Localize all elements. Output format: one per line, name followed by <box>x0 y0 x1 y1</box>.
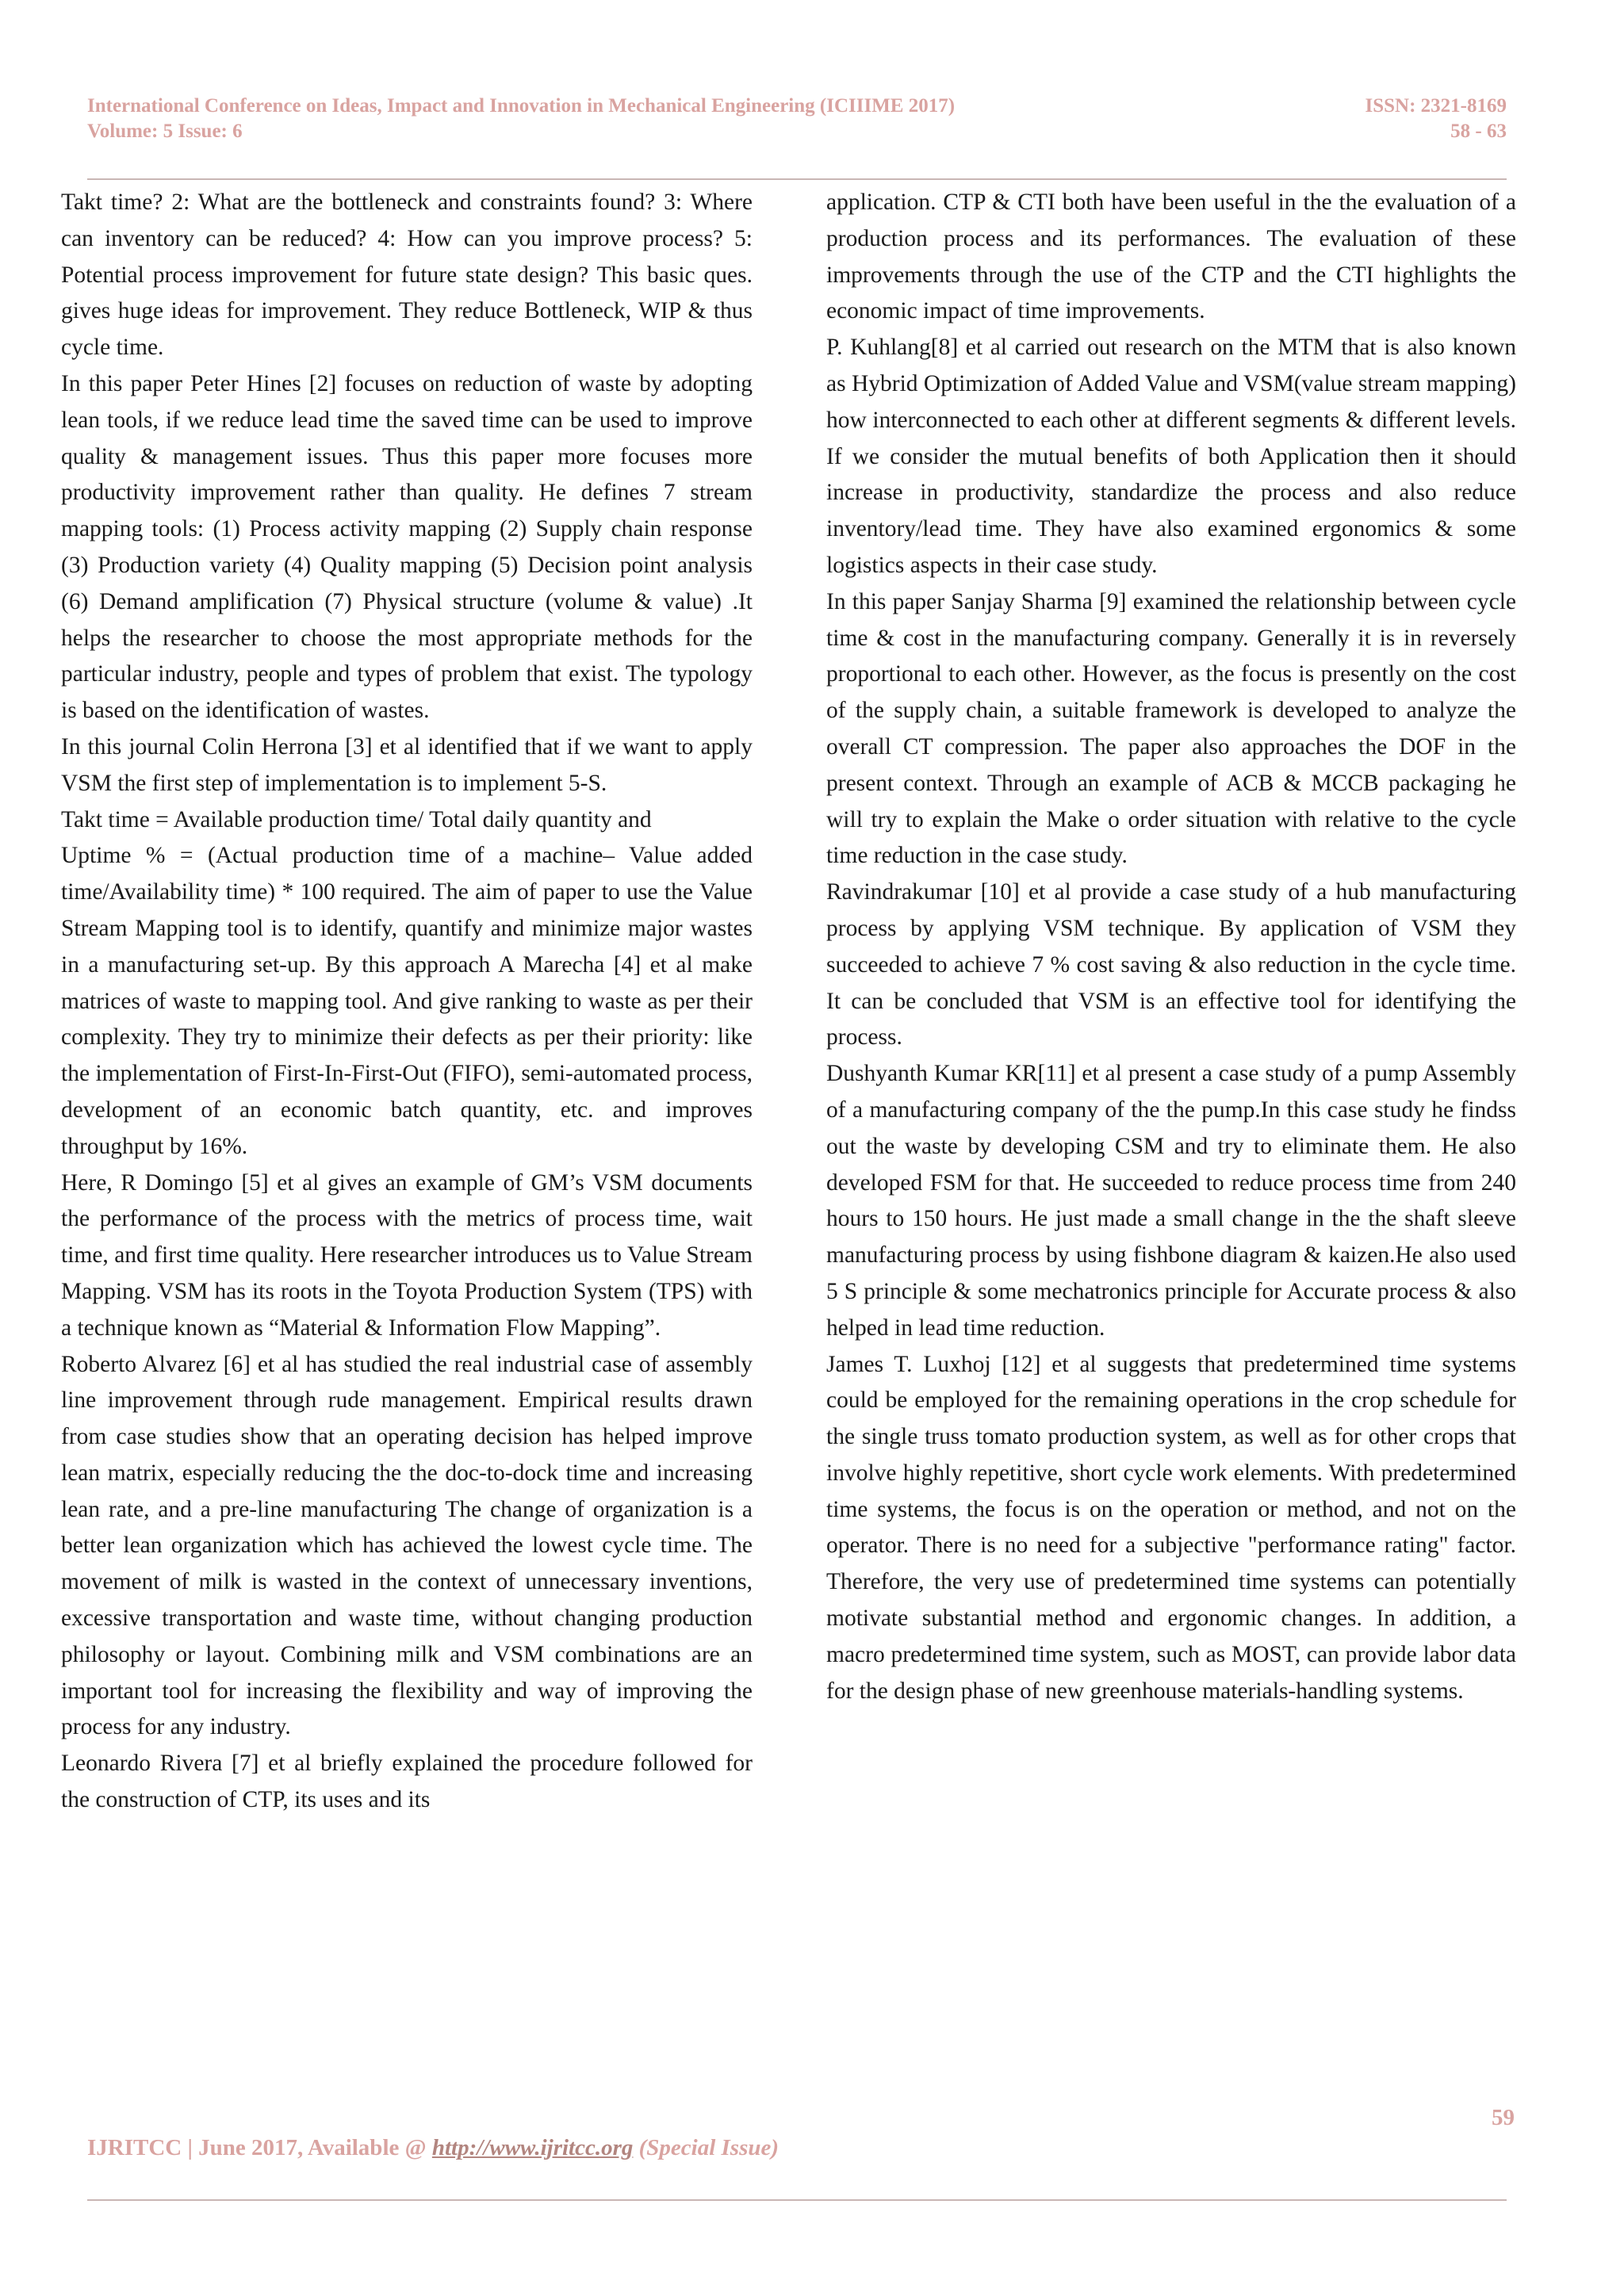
paragraph: Uptime % = (Actual production time of a machine– Value added time/Availability time) * 100 required. The aim of paper to use the Value Stream Mapping tool is to identify, quantify and minimize major wastes in a manufacturing set-up. By this approach A Marecha [4] et al make matrices of waste to mapping tool. And give ranking to waste as per their complexity. They try to minimize their defects as per their priority: like the implementation of First-In-First-Out (FIFO), semi-automated process, development of an economic batch quantity, etc. and improves throughput by 16%. <box>61 843 753 1159</box>
paragraph: In this paper Sanjay Sharma [9] examined the relationship between cycle time & cost in the manufacturing company. Generally it is in reversely proportional to each other. However, as the focus is presently on the cost of the supply chain, a suitable framework is developed to analyze the overall CT compression. The paper also approaches the DOF in the present context. Through an example of ACB & MCCB packaging he will try to explain the Make o order situation with relative to the cycle time reduction in the case study. <box>826 588 1516 869</box>
paragraph: In this paper Peter Hines [2] focuses on reduction of waste by adopting lean tools, if we reduce lead time the saved time can be used to improve quality & management issues. Thus this paper more focuses more productivity improvement rather than quality. He defines 7 stream mapping tools: (1) Process activity mapping (2) Supply chain response (3) Production variety (4) Quality mapping (5) Decision point analysis (6) Demand amplification (7) Physical structure (volume & value) .It helps the researcher to choose the most appropriate methods for the particular industry, people and types of problem that exist. The typology is based on the identification of wastes. <box>61 370 753 724</box>
paragraph: James T. Luxhoj [12] et al suggests that predetermined time systems could be employed for the remaining operations in the crop schedule for the single truss tomato production system, as well as for other crops that involve highly repetitive, short cycle work elements. With predetermined time systems, the focus is on the operation or method, and not on the operator. There is no need for a subjective "performance rating" factor. Therefore, the very use of predetermined time systems can potentially motivate substantial method and ergonomic changes. In addition, a macro predetermined time system, such as MOST, can provide labor data for the design phase of new greenhouse materials-handling systems. <box>826 1351 1516 1704</box>
paragraph: application. CTP & CTI both have been useful in the the evaluation of a production process and its performances. The evaluation of these improvements through the use of the CTP and the CTI highlights the economic impact of time improvements. <box>826 189 1516 324</box>
left-column <box>61 185 753 1819</box>
right-column <box>826 185 1516 1709</box>
paragraph: P. Kuhlang[8] et al carried out research on the MTM that is also known as Hybrid Optimization of Added Value and VSM(value stream mapping) how interconnected to each other at different segments & different levels. If we consider the mutual benefits of both Application then it should increase in productivity, standardize the process and also reduce inventory/lead time. They have also examined ergonomics & some logistics aspects in their case study. <box>826 335 1516 578</box>
header-row-1 <box>87 94 1507 119</box>
page-footer <box>87 2135 779 2161</box>
paragraph: Here, R Domingo [5] et al gives an example of GM’s VSM documents the performance of the process with the metrics of process time, wait time, and first time quality. Here researcher introduces us to Value Stream Mapping. VSM has its roots in the Toyota Production System (TPS) with a technique known as “Material & Information Flow Mapping”. <box>61 1169 753 1341</box>
paragraph: Takt time = Available production time/ Total daily quantity and <box>61 806 652 832</box>
paragraph: Leonardo Rivera [7] et al briefly explained the procedure followed for the construction of CTP, its uses and its <box>61 1751 753 1813</box>
paragraph: Roberto Alvarez [6] et al has studied the real industrial case of assembly line improvement through rude management. Empirical results drawn from case studies show that an operating decision has helped improve lean matrix, especially reducing the the doc-to-dock time and increasing lean rate, and a pre-line manufacturing The change of organization is a better lean organization which has achieved the lowest cycle time. The movement of milk is wasted in the context of unnecessary inventions, excessive transportation and waste time, without changing production philosophy or layout. Combining milk and VSM combinations are an important tool for increasing the flexibility and way of improving the process for any industry. <box>61 1351 753 1740</box>
header-divider <box>87 178 1507 180</box>
volume-issue: Volume: 5 Issue: 6 <box>87 121 243 142</box>
footer-prefix: IJRITCC | June 2017, Available @ <box>87 2135 432 2160</box>
footer-divider <box>87 2199 1507 2201</box>
conference-title: International Conference on Ideas, Impact and Innovation in Mechanical Engineering (ICIIIME 2017) <box>87 95 956 117</box>
paragraph: Takt time? 2: What are the bottleneck and constraints found? 3: Where can inventory can be reduced? 4: How can you improve process? 5: Potential process improvement for future state design? This basic ques. gives huge ideas for improvement. They reduce Bottleneck, WIP & thus cycle time. <box>61 189 753 361</box>
page-number: 59 <box>1492 2105 1515 2130</box>
journal-link[interactable]: http://www.ijritcc.org <box>431 2135 634 2160</box>
paragraph: Ravindrakumar [10] et al provide a case study of a hub manufacturing process by applying VSM technique. By application of VSM they succeeded to achieve 7 % cost saving & also reduction in the cycle time. It can be concluded that VSM is an effective tool for identifying the process. <box>826 879 1516 1050</box>
paragraph: In this journal Colin Herrona [3] et al identified that if we want to apply VSM the first step of implementation is to implement 5-S. <box>61 733 753 796</box>
issn: ISSN: 2321-8169 <box>1365 95 1507 117</box>
header-row-2 <box>87 119 1507 144</box>
footer-suffix: (Special Issue) <box>633 2135 779 2160</box>
page-range: 58 - 63 <box>1450 121 1507 142</box>
page-header <box>87 94 1507 144</box>
paragraph: Dushyanth Kumar KR[11] et al present a case study of a pump Assembly of a manufacturing company of the the pump.In this case study he findss out the waste by developing CSM and try to eliminate them. He also developed FSM for that. He succeeded to reduce process time from 240 hours to 150 hours. He just made a small change in the the shaft sleeve manufacturing process by using fishbone diagram & kaizen.He also used 5 S principle & some mechatronics principle for Accurate process & also helped in lead time reduction. <box>826 1061 1516 1341</box>
